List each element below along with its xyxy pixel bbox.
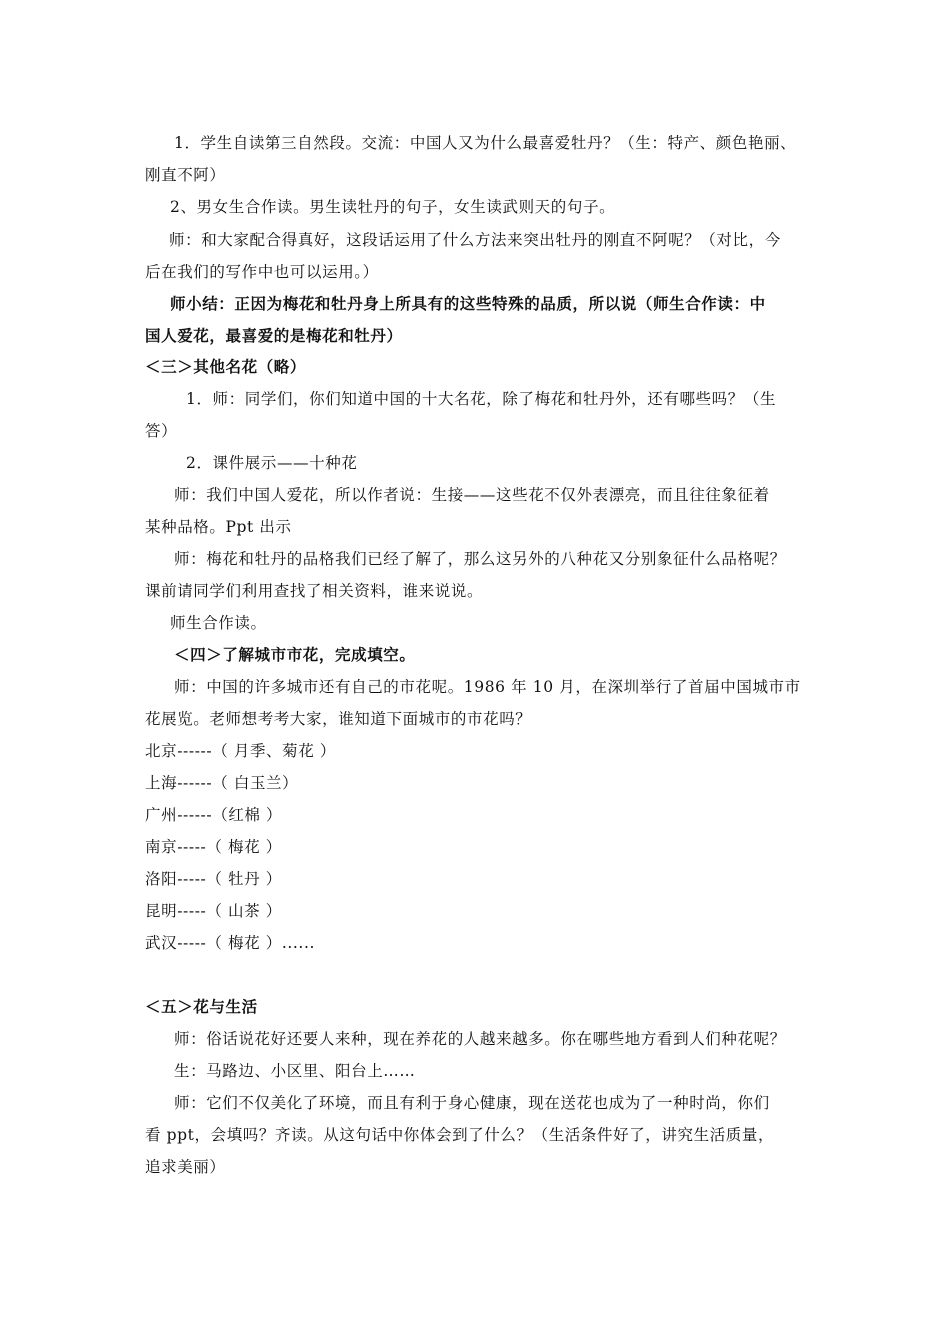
paragraph-5-line-2: 答） — [145, 422, 178, 440]
paragraph-6: 2．课件展示——十种花 — [186, 454, 358, 472]
paragraph-13-line-2: 看 ppt，会填吗？齐读。从这句话中你体会到了什么？（生活条件好了，讲究生活质量， — [145, 1126, 775, 1144]
city-flower-shanghai: 上海------（ 白玉兰） — [145, 774, 299, 792]
city-flower-kunming: 昆明-----（ 山茶 ） — [145, 902, 282, 920]
paragraph-13-line-1: 师：它们不仅美化了环境，而且有利于身心健康，现在送花也成为了一种时尚，你们 — [174, 1094, 770, 1112]
paragraph-8-line-1: 师：梅花和牡丹的品格我们已经了解了，那么这另外的八种花又分别象征什么品格呢？ — [174, 550, 786, 568]
paragraph-9: 师生合作读。 — [170, 614, 267, 632]
section-3-heading: ＜三＞其他名花（略） — [145, 358, 307, 376]
paragraph-10-line-2: 花展览。老师想考考大家，谁知道下面城市的市花吗？ — [145, 710, 532, 728]
paragraph-7-line-1: 师：我们中国人爱花，所以作者说：生接——这些花不仅外表漂亮，而且往往象征着 — [174, 486, 770, 504]
paragraph-1-line-2: 刚直不阿） — [145, 166, 226, 184]
teacher-summary-line-2: 国人爱花，最喜爱的是梅花和牡丹） — [145, 326, 403, 345]
city-flower-luoyang: 洛阳-----（ 牡丹 ） — [145, 870, 282, 888]
paragraph-5-line-1: 1．师：同学们，你们知道中国的十大名花，除了梅花和牡丹外，还有哪些吗？（生 — [186, 390, 777, 408]
paragraph-3-line-1: 师：和大家配合得真好，这段话运用了什么方法来突出牡丹的刚直不阿呢？（对比，今 — [169, 231, 781, 249]
paragraph-1-line-1: 1．学生自读第三自然段。交流：中国人又为什么最喜爱牡丹？（生：特产、颜色艳丽、 — [174, 134, 797, 152]
paragraph-13-line-3: 追求美丽） — [145, 1158, 226, 1176]
paragraph-2: 2、男女生合作读。男生读牡丹的句子，女生读武则天的句子。 — [170, 198, 616, 216]
paragraph-3-line-2: 后在我们的写作中也可以运用。） — [145, 263, 379, 281]
paragraph-10-line-1: 师：中国的许多城市还有自己的市花呢。1986 年 10 月，在深圳举行了首届中国城市市 — [174, 678, 801, 696]
city-flower-wuhan: 武汉-----（ 梅花 ）...... — [145, 934, 316, 952]
paragraph-11: 师：俗话说花好还要人来种，现在养花的人越来越多。你在哪些地方看到人们种花呢？ — [174, 1030, 786, 1048]
city-flower-beijing: 北京------（ 月季、菊花 ） — [145, 742, 336, 760]
paragraph-12: 生：马路边、小区里、阳台上…… — [174, 1062, 416, 1080]
paragraph-7-line-2: 某种品格。Ppt 出示 — [145, 518, 292, 536]
paragraph-8-line-2: 课前请同学们利用查找了相关资料，谁来说说。 — [145, 582, 484, 600]
city-flower-nanjing: 南京-----（ 梅花 ） — [145, 838, 282, 856]
section-5-heading: ＜五＞花与生活 — [145, 998, 258, 1016]
section-4-heading: ＜四＞了解城市市花，完成填空。 — [174, 646, 416, 664]
city-flower-guangzhou: 广州------（红棉 ） — [145, 806, 283, 824]
teacher-summary-line-1: 师小结：正因为梅花和牡丹身上所具有的这些特殊的品质，所以说（师生合作读：中 — [170, 294, 766, 313]
